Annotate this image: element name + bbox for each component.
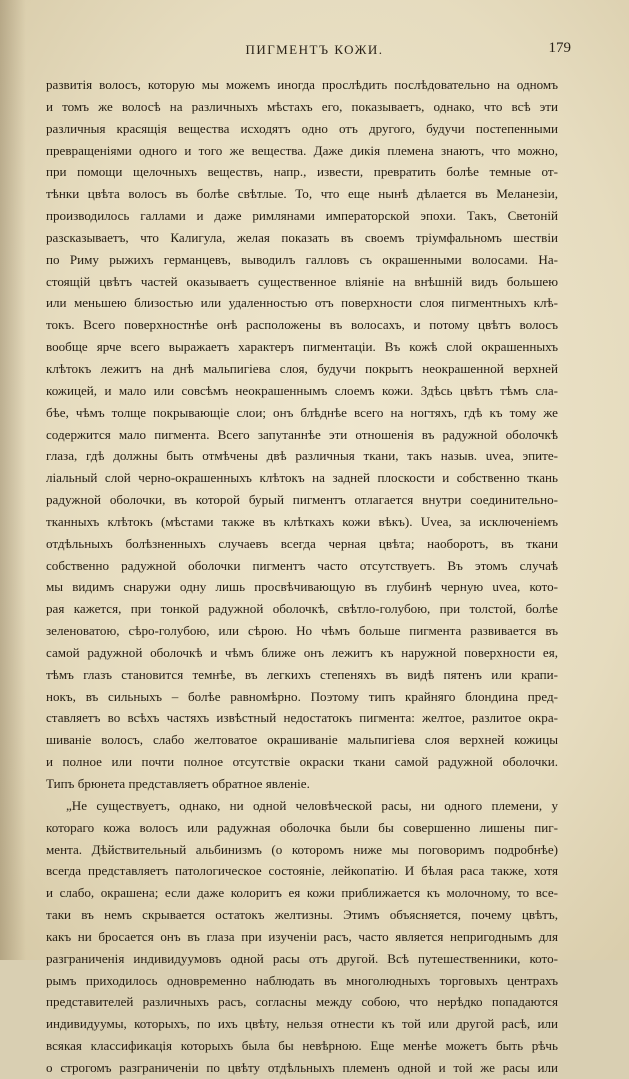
running-head xyxy=(0,42,629,62)
text-line: развитія волосъ, которую мы можемъ иногда прослѣдить послѣдовательно на одномъ xyxy=(46,77,558,92)
text-line: Типъ брюнета представляетъ обратное явленіе. xyxy=(46,776,310,791)
text-line: ставляетъ во всѣхъ частяхъ извѣстный недостатокъ пигмента: желтое, разлитое окра- xyxy=(46,710,558,726)
text-line: разсказываетъ, что Калигула, желая показать въ своемъ тріумфальномъ шествіи xyxy=(46,229,558,245)
text-line: „Не существуетъ, однако, ни одной человѣческой расы, ни одного племени, у xyxy=(66,797,558,813)
text-line: рымъ приходилось одновременно наблюдать въ многолюдныхъ торговыхъ центрахъ xyxy=(46,972,558,988)
paragraph xyxy=(46,795,558,1079)
text-line: собственно радужной оболочки пигментъ часто отсутствуетъ. Въ этомъ случаѣ xyxy=(46,557,558,573)
text-line: мы видимъ снаружи одну лишь просвѣчивающую въ глубинѣ черную uvea, кото- xyxy=(46,579,558,595)
text-line: тканныхъ клѣтокъ (мѣстами также въ клѣткахъ кожи вѣкъ). Uvea, за исключеніемъ xyxy=(46,513,558,529)
text-line: токъ. Всего поверхностнѣе онѣ расположены въ волосахъ, и потому цвѣтъ волосъ xyxy=(46,317,558,333)
text-line: о строгомъ разграниченіи по цвѣту отдѣльныхъ племенъ одной и той же расы или xyxy=(46,1059,558,1075)
text-line: или меньшею близостью или удаленностью отъ поверхности слоя пигментныхъ клѣ- xyxy=(46,295,558,311)
text-line: отдѣльныхъ болѣзненныхъ случаевъ всегда черная цвѣта; наоборотъ, въ ткани xyxy=(46,535,558,551)
text-line: кожицей, и мало или совсѣмъ неокрашеннымъ слоемъ кожи. Здѣсь цвѣтъ тѣмъ сла- xyxy=(46,382,558,398)
text-line: ліальный слой черно-окрашенныхъ клѣтокъ на задней плоскости и собственно ткань xyxy=(46,470,558,486)
text-line: стоящій цвѣтъ частей оказываетъ существенное вліяніе на внѣшній видъ большею xyxy=(46,273,558,289)
text-line: нокъ, въ сильныхъ – болѣе равномѣрно. Поэтому типъ крайняго блондина пред- xyxy=(46,688,558,704)
text-line: вообще ярче всего выражаетъ характеръ пигментаціи. Въ кожѣ слой окрашенныхъ xyxy=(46,339,558,355)
text-line: мента. Дѣйствительный альбинизмъ (о которомъ ниже мы поговоримъ подробнѣе) xyxy=(46,841,558,857)
text-line: клѣтокъ лежитъ на днѣ мальпигіева слоя, будучи покрытъ неокрашенной верхней xyxy=(46,360,558,376)
text-line: производилось галлами и даже римлянами императорской эпохи. Такъ, Светоній xyxy=(46,208,558,224)
text-line: таки въ немъ скрывается остатокъ желтизны. Этимъ объясняется, почему цвѣтъ, xyxy=(46,907,558,923)
text-line: бѣе, чѣмъ толще покрывающіе слои; онъ блѣднѣе всего на ногтяхъ, гдѣ къ тому же xyxy=(46,404,558,420)
text-line: рая кажется, при тонкой радужной оболочкѣ, свѣтло-голубою, при толстой, болѣе xyxy=(46,601,558,617)
text-line: по Риму рыжихъ германцевъ, выводилъ галловъ съ окрашенными волосами. На- xyxy=(46,251,558,267)
page-number: 179 xyxy=(548,40,571,56)
text-line: различныя красящія вещества исходятъ одно отъ другого, будучи постепенными xyxy=(46,120,558,136)
paragraph xyxy=(46,74,558,795)
text-line: какъ ни бросается онъ въ глаза при изученіи расъ, часто является непригоднымъ для xyxy=(46,928,558,944)
running-title: ПИГМЕНТЪ КОЖИ. xyxy=(245,42,384,57)
text-line: самой радужной оболочкѣ и чѣмъ ближе онъ лежитъ къ наружной поверхности ея, xyxy=(46,644,558,660)
text-line: и слабо, окрашена; если даже колоритъ ея кожи приближается къ молочному, то все- xyxy=(46,885,558,901)
text-line: при помощи щелочныхъ веществъ, напр., извести, превратить болѣе темные от- xyxy=(46,164,558,180)
spine-shadow xyxy=(0,0,26,960)
text-line: тѣнки цвѣта волосъ въ болѣе свѣтлые. То, что еще нынѣ дѣлается въ Меланезіи, xyxy=(46,186,558,202)
text-line: разграниченія индивидуумовъ одной расы отъ другой. Всѣ путешественники, кото- xyxy=(46,950,558,966)
text-line: превращеніями одного и того же вещества. Даже дикія племена знаютъ, что можно, xyxy=(46,142,558,158)
text-line: радужной оболочки, въ которой бурый пигментъ отлагается внутри соединительно- xyxy=(46,492,558,508)
text-line: индивидуумы, которыхъ, по ихъ цвѣту, нельзя отнести къ той или другой расѣ, или xyxy=(46,1016,558,1032)
text-line: глаза, гдѣ должны быть отмѣчены двѣ различныя ткани, такъ назыв. uvea, эпите- xyxy=(46,448,558,464)
text-line: представителей различныхъ расъ, согласны между собою, что нерѣдко попадаются xyxy=(46,994,558,1010)
text-line: тѣмъ глазъ становится темнѣе, въ легкихъ степеняхъ въ видѣ пятенъ или крапи- xyxy=(46,666,558,682)
text-line: всякая классификація которыхъ была бы невѣрною. Еще менѣе можетъ быть рѣчь xyxy=(46,1038,558,1054)
text-line: всегда представляетъ патологическое состояніе, лейкопатію. И бѣлая раса также, хотя xyxy=(46,863,558,879)
text-line: зеленоватою, сѣро-голубою, или сѣрою. Но чѣмъ больше пигмента развивается въ xyxy=(46,623,558,639)
text-line: содержится мало пигмента. Всего запутаннѣе эти отношенія въ радужной оболочкѣ xyxy=(46,426,558,442)
body-text xyxy=(46,74,558,1079)
text-line: и полное или почти полное отсутствіе окраски ткани самой радужной оболочки. xyxy=(46,754,558,770)
text-line: и томъ же волосѣ на различныхъ мѣстахъ его, показываетъ, однако, что всѣ эти xyxy=(46,98,558,114)
text-line: котораго кожа волосъ или радужная оболочка были бы совершенно лишены пиг- xyxy=(46,819,558,835)
text-line: шиваніе волосъ, слабо желтоватое окрашиваніе мальпигіева слоя верхней кожицы xyxy=(46,732,558,748)
